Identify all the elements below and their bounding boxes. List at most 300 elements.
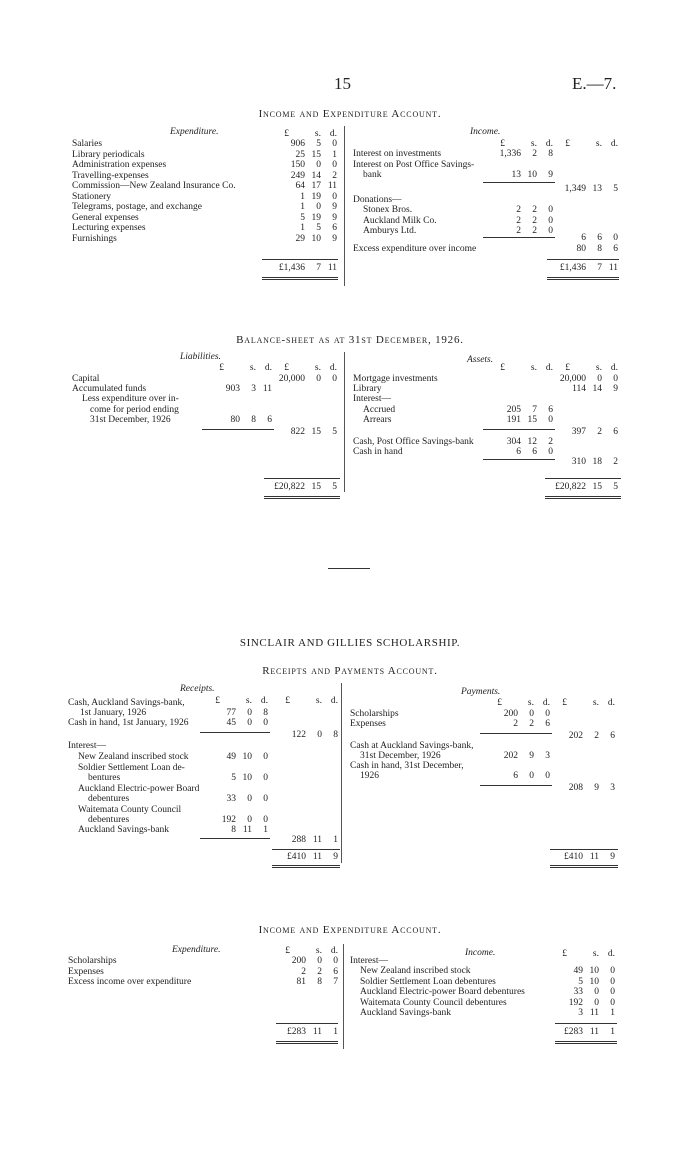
sinclair-expenditure-label: Scholarships [68,956,117,966]
interest-total-pence: 6 [613,427,618,437]
double-rule [264,496,340,497]
assets-total-pence: 5 [613,482,618,492]
sinclair-income-pence: 0 [610,976,615,987]
sinclair-expenditure-label: Excess income over expenditure [68,977,192,987]
mortgage-shillings: 0 [597,374,602,384]
sinclair-income-heading: Income. [465,948,496,958]
sinclair-expenditure-shillings: 8 [317,977,322,987]
expenditure-heading: Expenditure. [170,127,219,137]
double-rule [547,277,619,278]
donation-pounds: 2 [516,205,521,215]
int-aep-pence: 0 [263,794,268,804]
expenditure-item-label: Stationery [72,191,112,202]
int-ssl-shillings: 10 [242,773,252,783]
double-rule [550,867,618,868]
int-asb-label: Auckland Savings-bank [78,825,170,835]
sinclair-expenditure-shillings: 2 [317,966,322,977]
accumulated-net-shillings: 15 [311,427,321,437]
sinclair-income-total-pounds: £283 [564,1027,583,1037]
expenditure-item-label: Commission—New Zealand Insurance Co. [72,181,236,191]
receipts-column [68,698,342,878]
liabilities-total-pence: 5 [332,482,337,492]
page-number: 15 [334,74,351,93]
cash-total-shillings: 18 [592,457,602,467]
library-label: Library [353,384,382,394]
income-total-pounds: £1,436 [559,263,586,273]
section-separator [328,568,370,569]
rule [545,478,621,479]
expenditure-item-shillings: 10 [311,233,321,244]
rule [483,182,555,183]
payments-heading: Payments. [461,687,501,697]
expenditure-item-shillings: 14 [311,170,321,181]
income-item-label: bank [363,170,382,180]
sinclair-income-pounds: 33 [573,987,583,997]
scholarships-label: Scholarships [350,709,399,719]
expenditure-item-label: Travelling-expenses [72,170,149,181]
sinclair-income-shillings: 10 [589,976,599,987]
accrued-pence: 6 [548,405,553,415]
shillings-header: s. [527,698,534,708]
sinclair-ie-income [350,946,620,1056]
rule [272,849,340,850]
cash-total-pounds: 310 [571,457,586,467]
receipts-heading: Receipts. [180,684,215,694]
arrears-pence: 0 [548,415,553,425]
expenditure-item-pounds: 150 [290,160,305,170]
int-wcc-pence: 0 [263,815,268,825]
cash-end-total-shillings: 9 [594,783,599,793]
sinclair-income-shillings: 0 [594,997,599,1008]
sinclair-heading: SINCLAIR AND GILLIES SCHOLARSHIP. [239,637,461,649]
accrued-pounds: 205 [506,405,521,415]
int-ssl-label: Soldier Settlement Loan de- [78,763,185,773]
expenditure-item-pence: 9 [332,202,337,212]
income-subtotal-shillings: 13 [592,184,602,194]
scholarships-shillings: 0 [529,709,534,719]
sinclair-income-shillings: 0 [594,987,599,997]
expenditure-item-label: Lecturing expenses [72,223,146,233]
income-item-shillings: 10 [527,170,537,180]
sinclair-income-pounds: 49 [573,966,583,976]
column-divider [344,352,345,492]
receipts-total-pounds: £410 [287,852,306,862]
income-subtotal-pounds: 1,349 [564,184,586,194]
shillings-header: s. [314,363,321,373]
museum-ie-income [353,129,621,289]
expenditure-item-pounds: 5 [300,212,305,223]
int-asb-pounds: 8 [231,825,236,835]
int-ssl-pence: 0 [263,773,268,783]
library-shillings: 14 [592,384,602,394]
excess-expenditure-shillings: 8 [597,244,602,254]
accrued-label: Accrued [363,405,396,415]
cash-end-total-pence: 3 [610,783,615,793]
less-expenditure-pounds: 80 [230,415,240,425]
arrears-label: Arrears [363,415,392,425]
mortgage-pence: 0 [613,374,618,384]
sinclair-expenditure-total-pounds: £283 [287,1027,306,1037]
assets-heading: Assets. [467,355,494,365]
double-rule [272,865,340,866]
income-item-label: Interest on Post Office Savings- [353,159,475,170]
expenditure-item-pence: 6 [332,223,337,233]
income-total-shillings: 7 [597,263,602,273]
excess-expenditure-pounds: 80 [576,244,586,254]
expenditure-item-pounds: 64 [295,181,305,191]
double-rule [550,865,618,866]
assets-total-shillings: 15 [592,482,602,492]
donation-pounds: 2 [516,226,521,236]
rule [555,1023,617,1024]
double-rule [272,867,340,868]
donations-total-pounds: 6 [581,233,586,243]
document-ref: E.—7. [572,74,617,93]
sinclair-income-pence: 1 [610,1008,615,1018]
sinclair-income-label: Soldier Settlement Loan debentures [360,976,496,987]
capital-label: Capital [72,374,100,384]
income-item-shillings: 2 [532,149,537,159]
expenditure-item-shillings: 0 [316,160,321,170]
pounds-header: £ [284,129,289,139]
sinclair-ie-title: Income and Expenditure Account. [258,924,442,936]
rule [547,259,619,260]
pounds-header: £ [219,363,224,373]
cash-end-total-pounds: 208 [568,783,583,793]
expenses-label: Expenses [350,719,386,729]
double-rule [545,498,621,499]
int-aep-label: Auckland Electric-power Board [78,784,200,794]
sinclair-ie-expenditure [68,946,342,1056]
sinclair-expenditure-shillings: 0 [317,956,322,966]
sinclair-income-total-shillings: 11 [589,1027,599,1037]
shillings-header: s. [314,129,321,139]
receipts-payments-title: Receipts and Payments Account. [262,665,438,677]
expenditure-item-shillings: 5 [316,139,321,149]
sinclair-expenditure-label: Expenses [68,966,104,977]
sinclair-income-label: Auckland Electric-power Board debentures [360,987,525,997]
donation-label: Amburys Ltd. [363,226,417,236]
income-item-label: Interest on investments [353,149,442,159]
pounds-header: £ [562,949,567,959]
expenses-shillings: 2 [529,719,534,729]
rule [276,1023,338,1024]
pounds-header: £ [285,946,290,956]
expenditure-item-shillings: 19 [311,212,321,223]
pence-header: d. [545,363,553,373]
cash-asb-label: Cash at Auckland Savings-bank, [350,741,474,751]
receipts-total-shillings: 11 [312,852,322,862]
cash-po-pounds: 304 [506,437,521,447]
int-nz-shillings: 10 [242,752,252,762]
sinclair-interest-heading: Interest— [350,956,388,966]
income-item-pounds: 13 [511,170,521,180]
pence-header: d. [330,946,338,956]
int-asb-shillings: 11 [242,825,252,835]
interest-heading: Interest— [353,394,391,404]
museum-ie-expenditure [72,129,342,289]
expenditure-total-pounds: £1,436 [278,263,305,273]
double-rule [264,498,340,499]
shillings-header: s. [530,139,537,149]
expenditure-item-label: Administration expenses [72,160,167,170]
cash-total-shillings: 0 [317,730,322,740]
cash-savings-label: 1st January, 1926 [80,708,147,718]
double-rule [262,277,338,278]
less-expenditure-pence: 6 [267,415,272,425]
capital-pounds: 20,000 [278,374,305,384]
expenditure-item-pence: 0 [332,139,337,149]
cash-total-pounds: 122 [291,730,306,740]
sinclair-expenditure-pence: 6 [333,966,338,977]
expenditure-item-pounds: 1 [300,191,305,202]
cash-savings-pounds: 77 [226,708,236,718]
cash-hand-label: Cash in hand [353,447,403,457]
cash-hand-end-label: 1926 [360,771,379,781]
pounds-header: £ [500,139,505,149]
expenditure-item-pence: 0 [332,160,337,170]
payments-total-pence: 9 [610,852,615,862]
cash-hand-pounds: 6 [516,447,521,457]
cash-hand-pounds: 45 [226,718,236,728]
sinclair-income-label: Auckland Savings-bank [360,1008,452,1018]
sinclair-income-pounds: 5 [578,976,583,987]
cash-hand-end-shillings: 0 [529,771,534,781]
expenditure-item-shillings: 15 [311,149,321,160]
donation-shillings: 2 [532,205,537,215]
cash-hand-end-pence: 0 [545,771,550,781]
expenditure-item-pence: 0 [332,191,337,202]
int-nz-pence: 0 [263,752,268,762]
cash-savings-label: Cash, Auckland Savings-bank, [68,698,185,708]
pounds-header: £ [500,363,505,373]
donation-label: Auckland Milk Co. [363,215,437,226]
shillings-header: s. [245,696,252,706]
expenditure-item-label: Telegrams, postage, and exchange [72,202,202,212]
donation-shillings: 2 [532,215,537,226]
shillings-header: s. [315,946,322,956]
donations-total-pence: 0 [613,233,618,243]
rule [550,849,618,850]
expenditure-item-shillings: 5 [316,223,321,233]
income-item-pence: 9 [548,170,553,180]
sinclair-income-pounds: 192 [568,997,583,1008]
double-rule [276,1043,338,1044]
cash-hand-end-label: Cash in hand, 31st December, [350,761,464,771]
pence-header: d. [329,129,337,139]
expenditure-item-pounds: 1 [300,202,305,212]
capital-shillings: 0 [316,374,321,384]
liabilities-heading: Liabilities. [180,352,221,362]
shillings-header: s. [595,139,602,149]
expenditure-item-pounds: 1 [300,223,305,233]
income-item-pounds: 1,336 [499,149,521,159]
payments-total-shillings: 11 [589,852,599,862]
cash-savings-pence: 8 [263,708,268,718]
expenditure-item-shillings: 17 [311,181,321,191]
rule [264,478,340,479]
expenses-pounds: 2 [513,719,518,729]
cash-hand-pence: 0 [263,718,268,728]
expenditure-item-pence: 11 [327,181,337,191]
rule [262,259,338,260]
sinclair-expenditure-pounds: 200 [291,956,306,966]
expenditure-item-label: Furnishings [72,233,117,244]
column-divider [343,944,344,1049]
donation-pence: 0 [548,215,553,226]
cash-po-shillings: 12 [527,437,537,447]
pounds-header: £ [285,696,290,706]
expenditure-item-label: General expenses [72,212,139,223]
donation-pence: 0 [548,226,553,236]
expenditure-item-pounds: 29 [295,233,305,244]
interest-total-shillings: 2 [597,427,602,437]
scholarships-pence: 0 [545,709,550,719]
sinclair-income-shillings: 11 [589,1008,599,1018]
expenditure-item-pence: 9 [332,212,337,223]
double-rule [555,1043,617,1044]
donation-pounds: 2 [516,215,521,226]
int-nz-label: New Zealand inscribed stock [78,752,189,762]
library-pounds: 114 [572,384,586,394]
int-wcc-shillings: 0 [247,815,252,825]
sinclair-expenditure-pence: 0 [333,956,338,966]
pence-header: d. [610,363,618,373]
pence-header: d. [607,698,615,708]
payments-subtotal-pounds: 202 [568,731,583,741]
mortgage-label: Mortgage investments [353,374,438,384]
accumulated-net-pounds: 822 [290,427,305,437]
pounds-header: £ [215,696,220,706]
excess-expenditure-pence: 6 [613,244,618,254]
pounds-header: £ [562,698,567,708]
cash-asb-pounds: 202 [503,751,518,761]
pence-header: d. [260,696,268,706]
donations-total-shillings: 6 [597,233,602,243]
int-aep-label: debentures [88,794,130,804]
accumulated-funds-pounds: 903 [225,384,240,394]
expenditure-total-pence: 11 [327,263,337,273]
liabilities-total-shillings: 15 [311,482,321,492]
cash-savings-shillings: 0 [247,708,252,718]
arrears-pounds: 191 [506,415,521,425]
pounds-header: £ [565,139,570,149]
sinclair-income-total-pence: 1 [610,1027,615,1037]
shillings-header: s. [249,363,256,373]
interest-total-pounds: 288 [291,835,306,845]
int-ssl-label: bentures [88,773,121,783]
accumulated-net-pence: 5 [332,427,337,437]
cash-total-pence: 8 [333,730,338,740]
cash-hand-end-pounds: 6 [513,771,518,781]
receipts-total-pence: 9 [333,852,338,862]
expenditure-item-pounds: 906 [290,139,305,149]
expenditure-item-pence: 2 [332,170,337,181]
sinclair-expenditure-pounds: 2 [301,966,306,977]
int-wcc-pounds: 192 [221,815,236,825]
shillings-header: s. [315,696,322,706]
donations-heading: Donations— [353,195,402,205]
payments-total-pounds: £410 [564,852,583,862]
interest-total-pence: 1 [333,835,338,845]
shillings-header: s. [592,698,599,708]
payments-subtotal-shillings: 2 [594,731,599,741]
cash-hand-shillings: 0 [247,718,252,728]
sinclair-income-label: New Zealand inscribed stock [360,966,471,976]
column-divider [344,126,345,286]
int-asb-pence: 1 [263,825,268,835]
sinclair-income-pence: 0 [610,997,615,1008]
expenditure-item-label: Salaries [72,139,103,149]
sinclair-income-shillings: 10 [589,966,599,976]
liabilities-total-pounds: £20,822 [274,482,305,492]
sinclair-expenditure-total-shillings: 11 [312,1027,322,1037]
expenditure-item-pounds: 249 [290,170,305,181]
scholarships-pounds: 200 [503,709,518,719]
expenditure-item-label: Library periodicals [72,149,145,160]
cash-asb-shillings: 9 [529,751,534,761]
column-divider [341,683,342,863]
income-heading: Income. [470,127,501,137]
balance-sheet-liabilities [72,365,342,505]
int-wcc-label: Waitemata County Council [78,805,182,815]
expenditure-item-pence: 9 [332,233,337,244]
donation-shillings: 2 [532,226,537,236]
expenditure-item-pounds: 25 [295,149,305,160]
pence-header: d. [607,949,615,959]
less-expenditure-label: come for period ending [90,404,179,415]
pence-header: d. [264,363,272,373]
arrears-shillings: 15 [527,415,537,425]
pounds-header: £ [565,363,570,373]
expenditure-total-shillings: 7 [316,263,321,273]
int-ssl-pounds: 5 [231,773,236,783]
accumulated-funds-shillings: 3 [251,384,256,394]
donation-pence: 0 [548,205,553,215]
shillings-header: s. [595,363,602,373]
cash-hand-label: Cash in hand, 1st January, 1926 [68,718,189,728]
cash-hand-shillings: 6 [532,447,537,457]
int-aep-shillings: 0 [247,794,252,804]
mortgage-pounds: 20,000 [559,374,586,384]
less-expenditure-label: Less expenditure over in- [82,394,179,404]
shillings-header: s. [530,363,537,373]
sinclair-income-pounds: 3 [578,1008,583,1018]
income-item-pence: 8 [548,149,553,159]
sinclair-income-pence: 0 [610,966,615,976]
interest-total-shillings: 11 [312,835,322,845]
pence-header: d. [330,696,338,706]
sinclair-income-pence: 0 [610,987,615,997]
sinclair-expenditure-pence: 7 [333,977,338,987]
sinclair-expenditure-heading: Expenditure. [172,945,221,955]
balance-sheet-assets [353,365,621,505]
pence-header: d. [329,363,337,373]
cash-po-pence: 2 [548,437,553,447]
donation-label: Stonex Bros. [363,205,413,215]
payments-column [350,698,620,878]
cash-hand-pence: 0 [548,447,553,457]
cash-asb-label: 31st December, 1926 [360,751,441,761]
double-rule [547,279,619,280]
capital-pence: 0 [332,374,337,384]
expenditure-item-shillings: 19 [311,191,321,202]
interest-heading: Interest— [68,741,106,751]
sinclair-expenditure-total-pence: 1 [333,1027,338,1037]
less-expenditure-label: 31st December, 1926 [90,415,171,425]
shillings-header: s. [592,949,599,959]
assets-total-pounds: £20,822 [555,482,586,492]
